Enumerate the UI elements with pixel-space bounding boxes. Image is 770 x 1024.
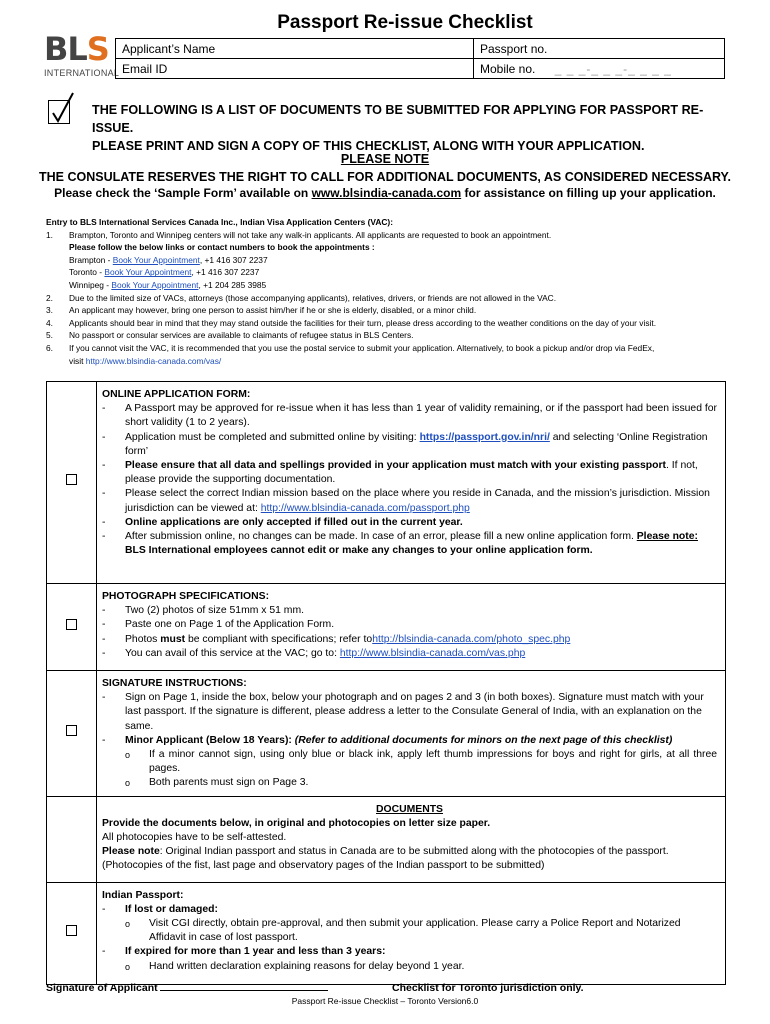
list-item: 1. Brampton, Toronto and Winnipeg centers will not take any walk-in applicants. All applicants are requested to book an appointment. [46,229,552,240]
brampton-book-link[interactable]: Book Your Appointment [112,254,200,265]
online-checkbox[interactable] [66,474,77,485]
photo-spec-link[interactable]: http://blsindia-canada.com/photo_spec.php [372,633,571,645]
passport-no-field[interactable]: Passport no. [474,39,725,59]
passport-checkbox[interactable] [66,925,77,936]
signature-line: Signature of Applicant [46,982,328,994]
bls-logo [44,30,120,78]
photo-checkbox[interactable] [66,619,77,630]
vas-service-link[interactable]: http://www.blsindia-canada.com/vas.php [339,647,526,659]
logo-subtitle: INTERNATIONAL [44,68,120,78]
winnipeg-book-link[interactable]: Book Your Appointment [111,279,199,290]
list-item: 5. No passport or consular services are available to claimants of refugee status in BLS Centers. [46,330,414,341]
list-item: 4. Applicants should bear in mind that they may stand outside the facilities for their turn, please dress according to the weather conditions on the day of your visit. [46,317,657,328]
page-title: Passport Re-issue Checklist [277,12,533,33]
signature-checkbox[interactable] [66,725,77,736]
entry-title: Entry to BLS International Services Canada Inc., Indian Visa Application Centers (VAC): [46,217,394,227]
mobile-placeholder: _ _ _-_ _ _-_ _ _ _ [554,61,672,76]
sample-form-note: Please check the ‘Sample Form’ available on www.blsindia-canada.com for assistance on filling up your application. [54,186,716,200]
please-note-title: PLEASE NOTE [340,152,430,166]
logo-letters: B L S [44,30,109,68]
photo-checkbox-cell [47,584,97,671]
signature-field[interactable] [160,990,328,991]
list-item: 2. Due to the limited size of VACs, attorneys (those accompanying applicants), relatives, drivers, or friends are not allowed in the VAC. [46,292,557,303]
mobile-field[interactable] [474,59,725,79]
online-checkbox-cell [47,382,97,584]
toronto-row: Toronto - Book Your Appointment, +1 416 307 2237 [69,267,260,278]
passport-gov-link[interactable]: https://passport.gov.in/nri/ [419,431,550,443]
vas-link[interactable]: http://www.blsindia-canada.com/vas/ [85,355,222,366]
list-item: 6. If you cannot visit the VAC, it is recommended that you use the postal service to submit your application. Alternatively, to book a pickup and/or drop via FedEx, [46,342,655,353]
email-field[interactable]: Email ID [116,59,474,79]
passport-checkbox-cell [47,882,97,984]
toronto-book-link[interactable]: Book Your Appointment [104,267,192,278]
winnipeg-row: Winnipeg - Book Your Appointment, +1 204 285 3985 [69,279,267,290]
photograph-section: PHOTOGRAPH SPECIFICATIONS: - Two (2) photos of size 51mm x 51 mm. - Paste one on Page 1 of the Application Form. - Photos must be compliant with specifications; refer tohttp://blsindia-canada.com/photo_spec.php - You can avail of this service at the VAC; go to: http://www.blsindia-canada.com/vas.php [97,584,726,671]
applicant-name-field[interactable]: Applicant’s Name [116,39,474,59]
mobile-label: Mobile no. [480,61,536,76]
indian-passport-section: Indian Passport: - If lost or damaged: o Visit CGI directly, obtain pre-approval, and then submit your application. Please carry a Police Report and Notarized Affidavit in case of lost passport. - If expired for more than 1 year and less than 3 years: o Hand written declaration explaining reasons for delay beyond 1 year. [97,882,726,984]
jurisdiction-link[interactable]: http://www.blsindia-canada.com/passport.php [260,502,470,514]
brampton-row: Brampton - Book Your Appointment, +1 416 307 2237 [69,254,268,265]
version-footer: Passport Re-issue Checklist – Toronto Version6.0 [291,996,479,1006]
checklist-table [46,381,726,985]
intro-text: THE FOLLOWING IS A LIST OF DOCUMENTS TO BE SUBMITTED FOR APPLYING FOR PASSPORT RE-ISSUE. PLEASE PRINT AND SIGN A COPY OF THIS CHECKLIST, ALONG WITH YOUR APPLICATION. [92,103,704,153]
consulate-note: THE CONSULATE RESERVES THE RIGHT TO CALL FOR ADDITIONAL DOCUMENTS, AS CONSIDERED NECESSARY. [39,170,731,184]
applicant-info-table [115,38,725,79]
jurisdiction-note: Checklist for Toronto jurisdiction only. [392,982,584,994]
entry-section: Entry to BLS International Services Canada Inc., Indian Visa Application Centers (VAC): 1. Brampton, Toronto and Winnipeg centers will not take any walk-in applicants. All applicants are requested to book an appointment. Please follow the below links or contact numbers to book the appointments : Brampton - Book Your Appointment, +1 416 307 2237 Toronto - Book Your Appointment, +1 416 307 2237 Winnipeg - Book Your Appointment, +1 204 285 3985 2. Due to the limited size of VACs, attorneys (those accompanying applicants), relatives, drivers, or friends are not allowed in the VAC. 3. An applicant may however, bring one person to assist him/her if he or she is elderly, disabled, or a minor child. 4. Applicants should bear in mind that they may stand outside the facilities for their turn, please dress according to the weather conditions on the day of your visit. 5. No passport or consular services are available to claimants of refugee status in BLS Centers. 6. If you cannot visit the VAC, it is recommended that you use the postal service to submit your application. Alternatively, to book a pickup and/or drop via FedEx, visit http://www.blsindia-canada.com/vas/ [46,216,736,367]
sample-form-link[interactable]: www.blsindia-canada.com [311,186,462,200]
signature-section: SIGNATURE INSTRUCTIONS: - Sign on Page 1, inside the box, below your photograph and on pages 2 and 3 (in both boxes). Signature must match with your last passport. If the signature is different, please address a letter to the Consulate General of India, with an explanation on the same. - Minor Applicant (Below 18 Years): (Refer to additional documents for minors on the next page of this checklist) o If a minor cannot sign, using only blue or black ink, apply left thumb impressions for boys and right for girls, at all three pages. o Both parents must sign on Page 3. [97,671,726,797]
signature-checkbox-cell [47,671,97,797]
documents-section: DOCUMENTS Provide the documents below, in original and photocopies on letter size paper. All photocopies have to be self-attested. Please note: Original Indian passport and status in Canada are to be submitted along with the photocopies of the passport. (Photocopies of the fist, last page and observatory pages of the Indian passport to be submitted) [97,796,726,882]
checkmark-icon [48,100,70,124]
list-item: 3. An applicant may however, bring one person to assist him/her if he or she is elderly, disabled, or a minor child. [46,305,477,316]
online-application-section: ONLINE APPLICATION FORM: - A Passport may be approved for re-issue when it has less than 1 year of validity remaining, or if the passport had been issued for short validity (1 to 2 years). - Application must be completed and submitted online by visiting: https://passport.gov.in/nri/ and selecting ‘Online Registration form’ - Please ensure that all data and spellings provided in your application must match with your existing passport. If not, please provide the supporting documentation. - Please select the correct Indian mission based on the place where you reside in Canada, and the mission’s jurisdiction. Mission jurisdiction can be viewed at: http://www.blsindia-canada.com/passport.php - Online applications are only accepted if filled out in the current year. - After submission online, no changes can be made. In case of an error, please fill a new online application form. Please note: BLS International employees cannot edit or make any changes to your online application form. [97,382,726,584]
